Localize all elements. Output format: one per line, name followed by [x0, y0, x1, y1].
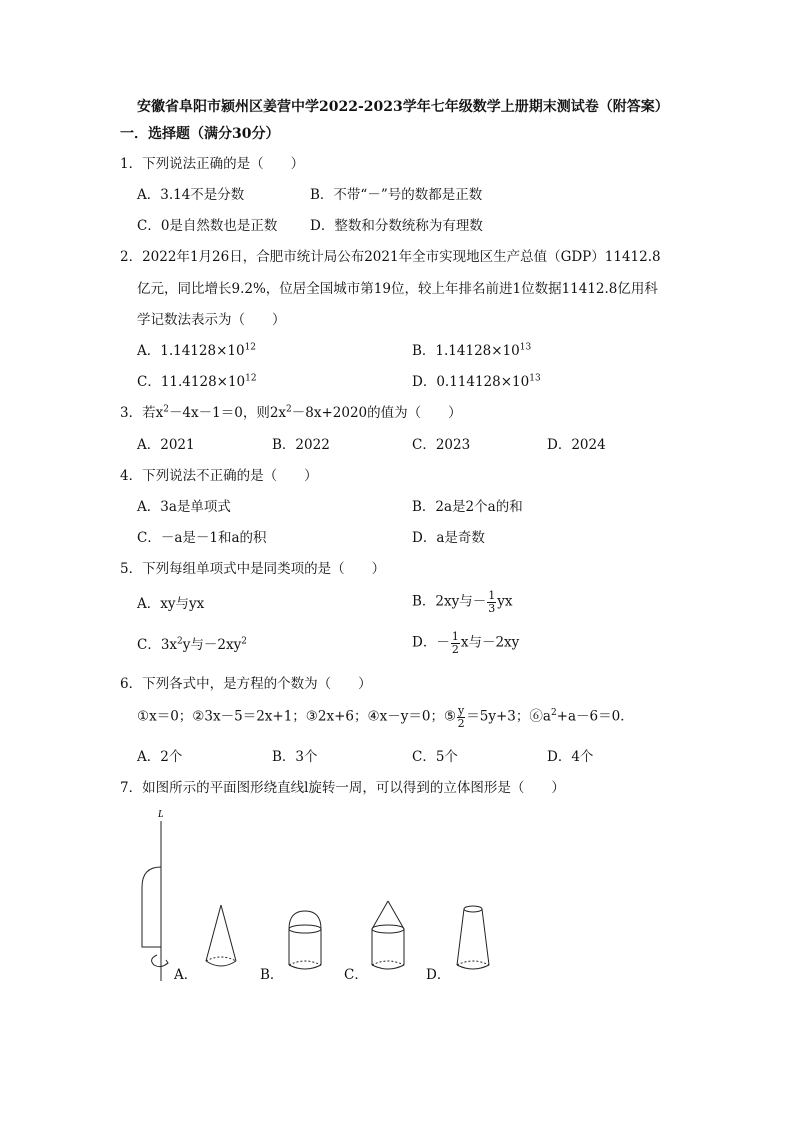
q3-option-a: A．2021	[137, 437, 195, 453]
rotation-figure	[130, 805, 190, 985]
q1-option-b: B．不带“－”号的数都是正数	[310, 187, 483, 203]
q7-option-a-label: A．	[174, 967, 198, 983]
q6-equations: ①x＝0；②3x－5＝2x+1；③2x+6；④x－y＝0；⑤ $\frac{y}{2}$ ＝5y+3；$⑥a^2+a-6=0$．	[137, 704, 634, 730]
frustum-figure	[452, 897, 494, 977]
q7-option-b-label: B．	[260, 967, 284, 983]
question-2-line-3: 学记数法表示为（ ）	[137, 312, 286, 328]
q5-option-a: A．xy与yx	[137, 596, 205, 612]
q1-option-c: C．0是自然数也是正数	[137, 218, 278, 234]
q1-option-a: A．3.14不是分数	[137, 187, 245, 203]
page-title: 安徽省阜阳市颍州区姜营中学2022-2023学年七年级数学上册期末测试卷（附答案）	[137, 99, 669, 115]
axis-label: L	[158, 809, 164, 820]
q2-option-a: A．$1.14128\times 10^{12}$	[137, 342, 257, 359]
cylinder-hemisphere-figure	[284, 905, 326, 975]
q7-option-d-label: D．	[426, 967, 451, 983]
q1-option-d: D．整数和分数统称为有理数	[310, 218, 483, 234]
cone-cylinder-figure	[367, 897, 409, 977]
q2-option-b: B．$1.14128\times 10^{13}$	[412, 342, 532, 359]
q3-option-d: D．2024	[547, 437, 606, 453]
q2-option-d: D．$0.114128\times 10^{13}$	[412, 373, 541, 390]
question-3-stem: 3．若$x^2-4x-1=0$，则$2x^2-8x+2020$的值为（ ）	[120, 404, 462, 421]
question-2-line-1: 2．2022年1月26日，合肥市统计局公布2021年全市实现地区生产总值（GDP）11412.8	[120, 249, 661, 265]
q4-option-d: D．a是奇数	[412, 530, 485, 546]
question-1-stem: 1．下列说法正确的是（ ）	[120, 156, 305, 172]
q6-option-c: C．5个	[412, 749, 458, 765]
q4-option-a: A．3a是单项式	[137, 499, 231, 515]
section-heading: 一．选择题（满分30分）	[120, 126, 280, 142]
q2-option-c: C．$11.4128\times 10^{12}$	[137, 373, 257, 390]
q4-option-b: B．2a是2个a的和	[412, 499, 523, 515]
q5-option-d: D．－ $\frac{1}{2}$ x与－2xy	[412, 630, 520, 656]
question-4-stem: 4．下列说法不正确的是（ ）	[120, 468, 318, 484]
q6-option-b: B．3个	[272, 749, 318, 765]
q6-option-d: D．4个	[547, 749, 594, 765]
question-6-stem: 6．下列各式中，是方程的个数为（ ）	[120, 676, 372, 692]
q3-option-b: B．2022	[272, 437, 330, 453]
plane-shape	[142, 867, 161, 947]
q6-option-a: A．2个	[137, 749, 183, 765]
q5-option-b: B．2xy与－ $\frac{1}{3}$ yx	[412, 589, 513, 615]
q7-option-c-label: C．	[344, 967, 368, 983]
cone-figure	[202, 903, 242, 973]
question-7-stem: 7．如图所示的平面图形绕直线l旋转一周，可以得到的立体图形是（ ）	[120, 780, 565, 796]
question-2-line-2: 亿元，同比增长9.2%，位居全国城市第19位，较上年排名前进1位数据11412.8亿用科	[137, 281, 658, 297]
q3-option-c: C．2023	[412, 437, 471, 453]
question-5-stem: 5．下列每组单项式中是同类项的是（ ）	[120, 561, 386, 577]
q5-option-c: C．$3x^2y$与$-2xy^2$	[137, 636, 247, 653]
q4-option-c: C．－a是－1和a的积	[137, 530, 267, 546]
